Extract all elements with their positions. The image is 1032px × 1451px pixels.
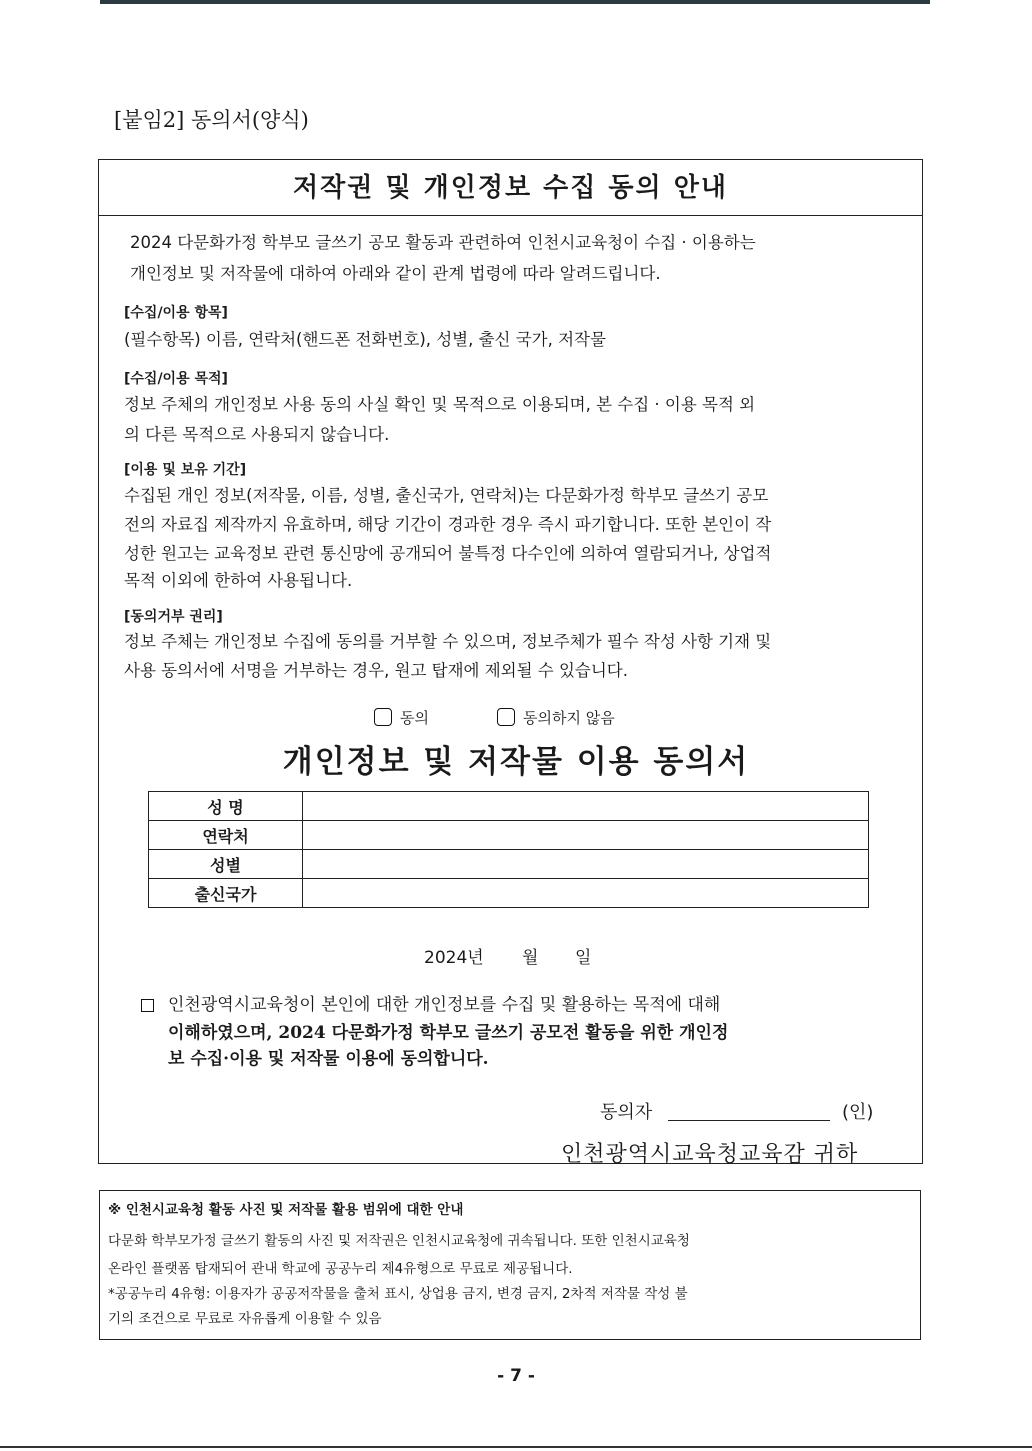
section-heading-items: [수집/이용 항목] <box>124 305 228 321</box>
section-line: 사용 동의서에 서명을 거부하는 경우, 원고 탑재에 제외될 수 있습니다. <box>124 661 628 680</box>
signature-line[interactable] <box>668 1120 830 1121</box>
agree-option[interactable] <box>374 706 429 728</box>
section-heading-refusal: [동의거부 권리] <box>124 609 223 625</box>
table-row <box>149 879 869 908</box>
seal-label: (인) <box>842 1102 874 1123</box>
form-title: 개인정보 및 저작물 이용 동의서 <box>282 744 750 780</box>
intro-line: 개인정보 및 저작물에 대하여 아래와 같이 관계 법령에 따라 알려드립니다. <box>130 264 661 283</box>
field-label-name: 성 명 <box>149 792 303 821</box>
usage-notice-line: 다문화 학부모가정 글쓰기 활동의 사진 및 저작권은 인천시교육청에 귀속됩니다. 또한 인천시교육청 <box>108 1233 690 1249</box>
section-line: (필수항목) 이름, 연락처(핸드폰 전화번호), 성별, 출신 국가, 저작물 <box>124 330 606 349</box>
date-year: 2024년 <box>424 948 484 968</box>
page-number: - 7 - <box>497 1366 535 1386</box>
section-line: 전의 자료집 제작까지 유효하며, 해당 기간이 경과한 경우 즉시 파기합니다. 또한 본인이 작 <box>124 515 772 534</box>
section-line: 의 다른 목적으로 사용되지 않습니다. <box>124 425 390 444</box>
usage-notice-line: 온라인 플랫폼 탑재되어 관내 학교에 공공누리 제4유형으로 무료로 제공됩니다. <box>108 1261 573 1277</box>
agree-label: 동의 <box>400 708 429 727</box>
name-field[interactable] <box>303 792 869 821</box>
field-label-country: 출신국가 <box>149 879 303 908</box>
table-row <box>149 792 869 821</box>
usage-notice-line: *공공누리 4유형: 이용자가 공공저작물을 출처 표시, 상업용 금지, 변경 금지, 2차적 저작물 작성 불 <box>108 1286 688 1302</box>
applicant-info-table <box>148 791 869 908</box>
scan-bottom-edge <box>0 1446 1032 1448</box>
usage-notice-title: ※ 인천시교육청 활동 사진 및 저작물 활용 범위에 대한 안내 <box>108 1202 464 1218</box>
section-heading-retention: [이용 및 보유 기간] <box>124 462 247 478</box>
section-line: 성한 원고는 교육정보 관련 통신망에 공개되어 불특정 다수인에 의하여 열람되거나, 상업적 <box>124 544 772 563</box>
country-field[interactable] <box>303 879 869 908</box>
recipient: 인천광역시교육청교육감 귀하 <box>561 1142 859 1167</box>
section-line: 수집된 개인 정보(저작물, 이름, 성별, 출신국가, 연락처)는 다문화가정 학부모 글쓰기 공모 <box>124 486 769 505</box>
agreement-line: 보 수집·이용 및 저작물 이용에 동의합니다. <box>168 1049 489 1069</box>
section-line: 정보 주체의 개인정보 사용 동의 사실 확인 및 목적으로 이용되며, 본 수집 · 이용 목적 외 <box>124 395 756 414</box>
disagree-label: 동의하지 않음 <box>523 708 615 727</box>
scan-top-edge <box>100 0 930 4</box>
table-row <box>149 821 869 850</box>
date-day: 일 <box>575 948 592 968</box>
section-line: 목적 이외에 한하여 사용됩니다. <box>124 571 353 590</box>
disagree-option[interactable] <box>497 706 615 728</box>
attachment-label: [붙임2] 동의서(양식) <box>114 108 309 132</box>
agreement-line: 인천광역시교육청이 본인에 대한 개인정보를 수집 및 활용하는 목적에 대해 <box>168 995 721 1015</box>
disagree-checkbox[interactable] <box>497 708 515 726</box>
agree-checkbox[interactable] <box>374 708 392 726</box>
agreement-line: 이해하였으며, 2024 다문화가정 학부모 글쓰기 공모전 활동을 위한 개인정 <box>168 1023 729 1043</box>
section-line: 정보 주체는 개인정보 수집에 동의를 거부할 수 있으며, 정보주체가 필수 작성 사항 기재 및 <box>124 632 772 651</box>
date-month: 월 <box>522 948 539 968</box>
section-heading-purpose: [수집/이용 목적] <box>124 371 228 387</box>
intro-line: 2024 다문화가정 학부모 글쓰기 공모 활동과 관련하여 인천시교육청이 수집 · 이용하는 <box>130 233 756 252</box>
field-label-gender: 성별 <box>149 850 303 879</box>
signer-label: 동의자 <box>600 1102 653 1123</box>
field-label-contact: 연락처 <box>149 821 303 850</box>
gender-field[interactable] <box>303 850 869 879</box>
agreement-checkbox[interactable] <box>141 999 154 1012</box>
contact-field[interactable] <box>303 821 869 850</box>
notice-title: 저작권 및 개인정보 수집 동의 안내 <box>99 160 922 216</box>
usage-notice-line: 기의 조건으로 무료로 자유롭게 이용할 수 있음 <box>108 1311 382 1327</box>
table-row <box>149 850 869 879</box>
